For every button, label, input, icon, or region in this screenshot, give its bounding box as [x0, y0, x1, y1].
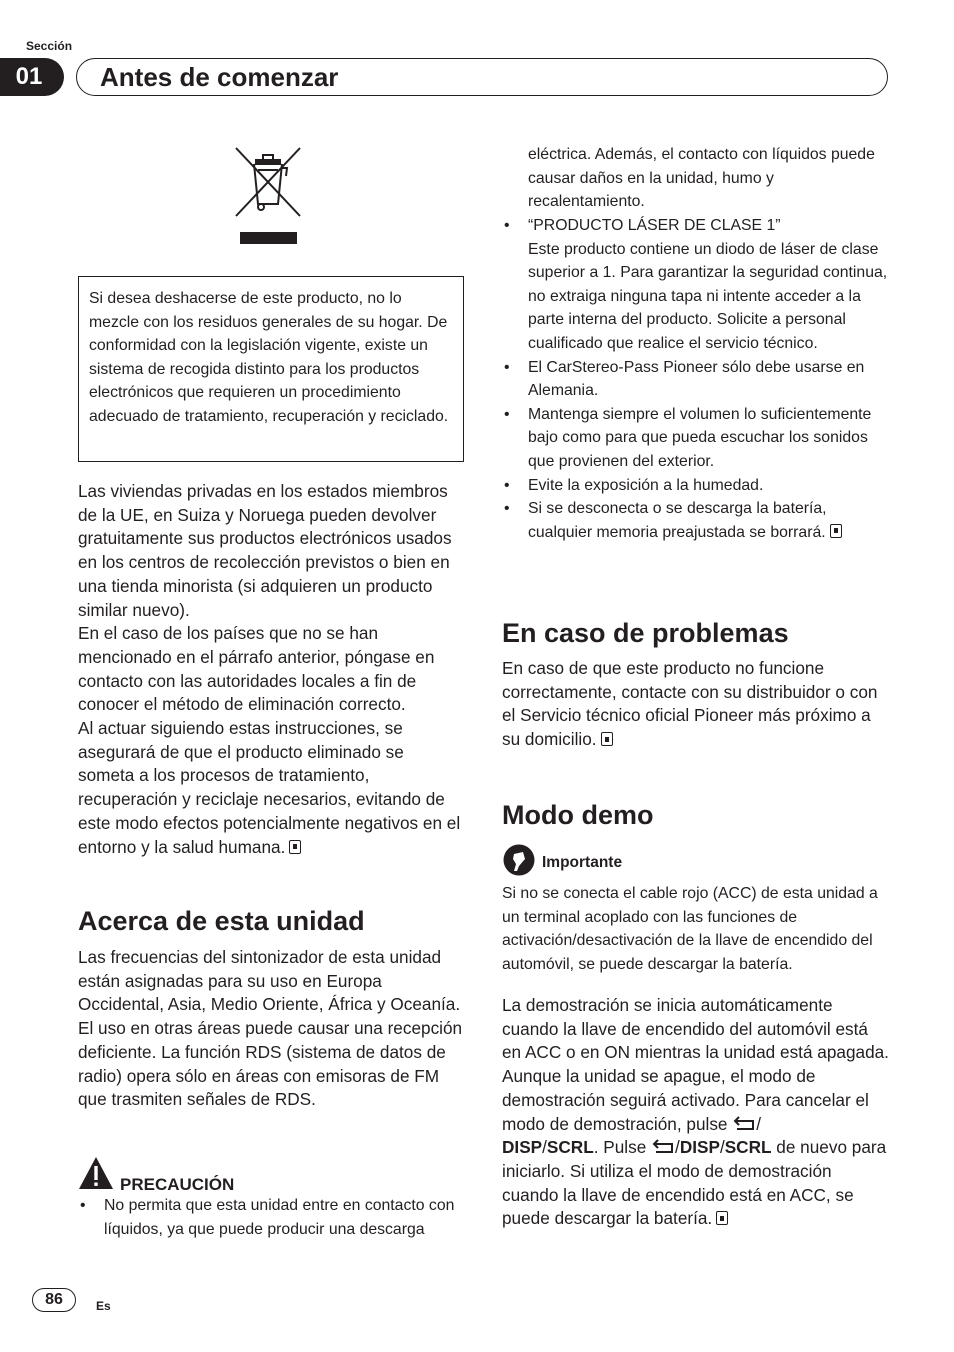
important-body-wrap — [502, 882, 890, 976]
caution-label: PRECAUCIÓN — [120, 1175, 235, 1194]
section-heading: Acerca de esta unidad — [78, 906, 365, 936]
acerca-body-wrap — [78, 946, 464, 1112]
laser-title: “PRODUCTO LÁSER DE CLASE 1” — [528, 217, 781, 234]
disposal-paragraph: Las viviendas privadas en los estados miembros de la UE, en Suiza y Noruega pueden devolver gratuitamente sus productos electrónicos usados en los centros de recolección previstos o bien en una tienda minorista (si adquieren un producto similar nuevo). — [78, 481, 452, 620]
disp-key-label: DISP — [679, 1137, 720, 1158]
end-of-section-icon — [716, 1211, 728, 1225]
important-hand-icon — [502, 844, 536, 881]
demo-body-wrap — [502, 994, 890, 1231]
caution-bullet-continuation — [502, 143, 892, 214]
important-block — [502, 844, 890, 881]
list-item: • Mantenga siempre el volumen lo suficientemente bajo como para que pueda escuchar los sonidos que provienen del exterior. — [502, 403, 890, 474]
end-of-section-icon — [289, 840, 301, 854]
acerca-section — [78, 904, 464, 938]
problemas-body-wrap — [502, 657, 890, 752]
list-item-text: Si se desconecta o se descarga la batería, cualquier memoria preajustada se borrará. — [528, 500, 827, 541]
page-number: 86 — [32, 1288, 76, 1312]
disposal-paragraph: En el caso de los países que no se han mencionado en el párrafo anterior, póngase en contacto con las autoridades locales a fin de conocer el método de eliminación correcto. — [78, 623, 435, 715]
problemas-section — [502, 616, 890, 650]
disp-key-label: DISP — [502, 1137, 543, 1158]
scrl-key-label: SCRL — [546, 1137, 594, 1158]
list-item: • No permita que esta unidad entre en contacto con líquidos, ya que puede producir una descarga — [78, 1194, 468, 1242]
demo-body: La demostración se inicia automáticamente cuando la llave de encendido del automóvil está en ACC o en ON mientras la unidad está apagada. Aunque la unidad se apague, el modo de demostración seguirá activado. Para cancelar el modo de demostración, pulse / DISP/SCRL. Pulse /DISP/SCRL de nuevo para iniciarlo. Si utiliza el modo de demostración cuando la llave de encendido está en ACC, se puede descargar la batería. — [502, 995, 889, 1229]
list-item — [502, 497, 890, 544]
section-heading: Modo demo — [502, 800, 654, 830]
section-heading: En caso de problemas — [502, 618, 789, 648]
disposal-notice-text: Si desea deshacerse de este producto, no lo mezcle con los residuos generales de su hogar. De conformidad con la legislación vigente, existe un sistema de recogida distinto para los productos electrónicos que requieren un procedimiento adecuado de tratamiento, recuperación y reciclado. — [89, 290, 449, 425]
important-label: Importante — [542, 853, 623, 871]
section-label: Sección — [26, 39, 73, 53]
problemas-body — [502, 657, 890, 752]
acerca-body: Las frecuencias del sintonizador de esta unidad están asignadas para su uso en Europa Occidental, Asia, Medio Oriente, África y Oceanía. El uso en otras áreas puede causar una recepción deficiente. La función RDS (sistema de datos de radio) opera sólo en áreas con emisoras de FM que trasmiten señales de RDS. — [78, 947, 463, 1110]
list-item: • El CarStereo-Pass Pioneer sólo debe usarse en Alemania. — [502, 356, 890, 403]
chapter-title: Antes de comenzar — [100, 62, 339, 92]
demo-body-part: . Pulse — [593, 1137, 652, 1158]
return-arrow-icon — [732, 1114, 756, 1134]
demo-body-part: de nuevo para iniciarlo. Si utiliza el modo de demostración cuando la llave de encendido está en ACC, se puede descargar la batería. — [502, 1137, 887, 1229]
end-of-section-icon — [830, 524, 842, 538]
section-number-badge: 01 — [0, 58, 64, 96]
laser-body: Este producto contiene un diodo de láser de clase superior a 1. Para garantizar la seguridad continua, no extraiga ninguna tapa ni intente acceder a la parte interna del producto. Solicite a personal cualificado que realice el servicio técnico. — [528, 240, 888, 352]
important-header — [502, 844, 890, 881]
disposal-paragraph — [78, 717, 464, 859]
crossed-out-wheelie-bin-icon — [232, 146, 304, 246]
list-item — [502, 214, 890, 356]
disposal-notice-box — [78, 276, 464, 462]
caution-bullet-start — [78, 1194, 468, 1242]
caution-header — [78, 1156, 464, 1195]
list-item: • Evite la exposición a la humedad. — [502, 474, 890, 498]
warning-triangle-icon — [78, 1156, 114, 1195]
caution-block — [78, 1156, 464, 1195]
precautions-list — [502, 214, 890, 544]
language-code: Es — [96, 1299, 111, 1313]
return-arrow-icon — [651, 1137, 675, 1157]
disposal-paragraphs — [78, 480, 464, 859]
end-of-section-icon — [601, 732, 613, 746]
demo-section — [502, 798, 890, 832]
disposal-paragraph-text: Al actuar siguiendo estas instrucciones, se asegurará de que el producto eliminado se someta a los procesos de tratamiento, recuperación y reciclaje necesarios, evitando de este modo efectos potencialmente negativos en el entorno y la salud humana. — [78, 718, 461, 857]
problemas-body-text: En caso de que este producto no funcione correctamente, contacte con su distribuidor o con el Servicio técnico oficial Pioneer más próximo a su domicilio. — [502, 658, 878, 750]
demo-body-part: La demostración se inicia automáticamente cuando la llave de encendido del automóvil está en ACC o en ON mientras la unidad está apagada. Aunque la unidad se apague, el modo de demostración seguirá activado. Para cancelar el modo de demostración, pulse — [502, 995, 889, 1134]
important-body: Si no se conecta el cable rojo (ACC) de esta unidad a un terminal acoplado con las funciones de activación/desactivación de la llave de encendido del automóvil, se puede descargar la batería. — [502, 885, 878, 973]
list-item-continuation: • eléctrica. Además, el contacto con líquidos puede causar daños en la unidad, humo y recalentamiento. — [502, 143, 892, 214]
scrl-key-label: SCRL — [724, 1137, 772, 1158]
